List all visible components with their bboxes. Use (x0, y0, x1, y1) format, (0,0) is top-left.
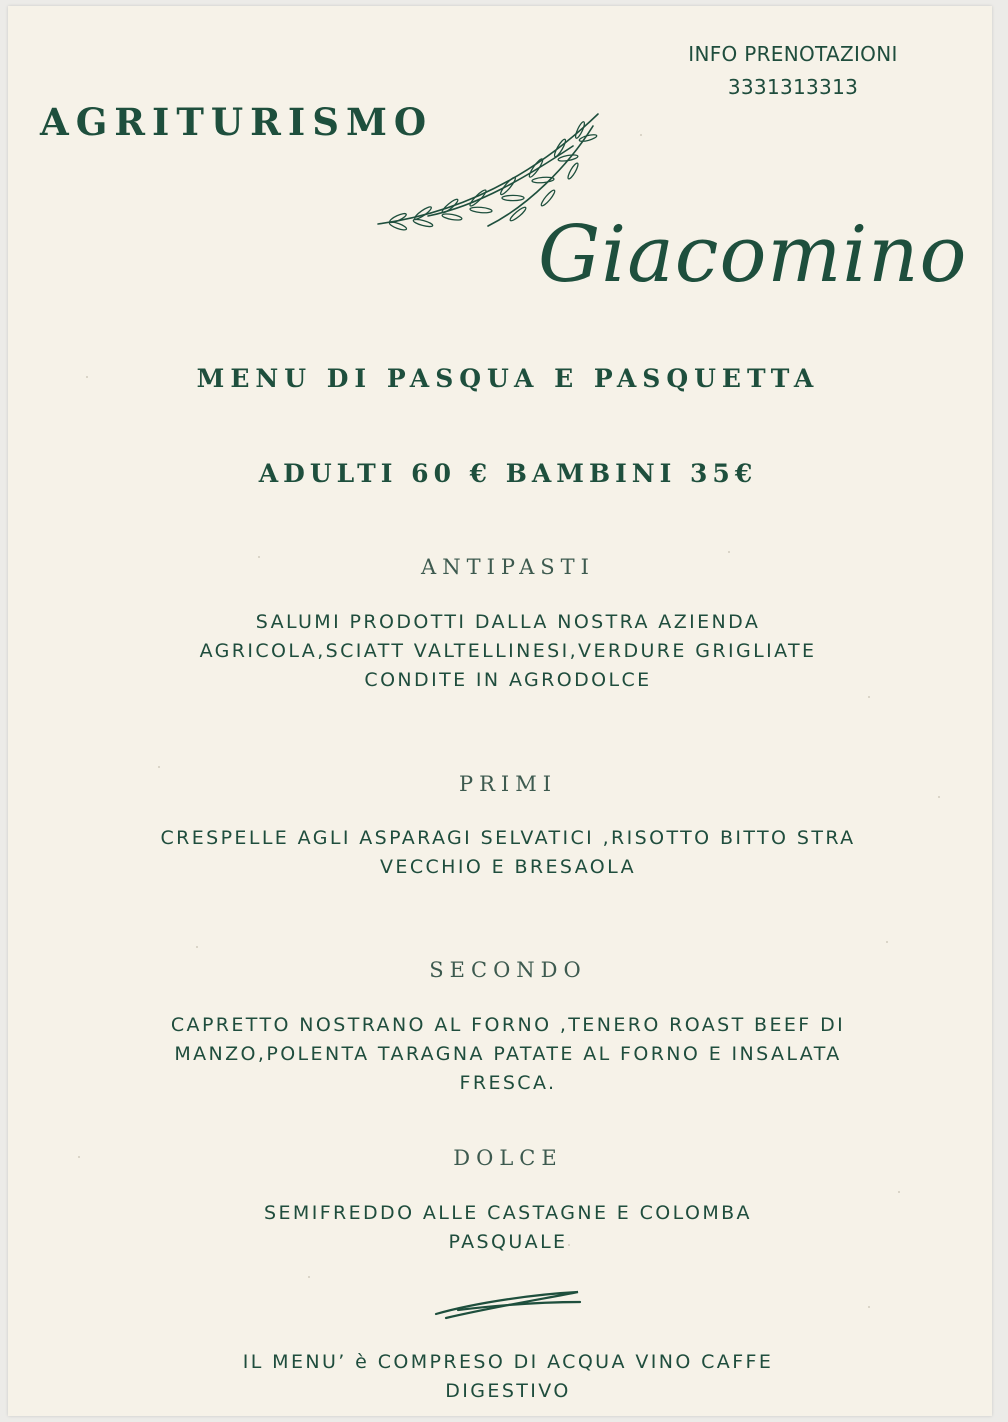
paper-speck (868, 1306, 870, 1308)
paper-speck (868, 696, 870, 698)
section-heading-dolce: DOLCE (453, 1146, 563, 1170)
booking-phone[interactable]: 3331313313 (727, 75, 859, 99)
script-name (528, 176, 968, 336)
menu-title: MENU DI PASQUA E PASQUETTA (196, 364, 820, 393)
menu-item-line: FRESCA. (459, 1072, 557, 1094)
footer-line: IL MENU’ è COMPRESO DI ACQUA VINO CAFFE (242, 1351, 774, 1373)
section-heading-secondo: SECONDO (429, 958, 587, 982)
menu-item-line: VECCHIO E BRESAOLA (380, 856, 636, 878)
footer-line: DIGESTIVO (445, 1380, 571, 1402)
paper-speck (728, 551, 730, 553)
script-name-text: Giacomino (538, 210, 968, 300)
paper-speck (158, 766, 160, 768)
footer-note (108, 1348, 908, 1406)
menu-item-line: AGRICOLA,SCIATT VALTELLINESI,VERDURE GRIGLIATE (199, 640, 817, 662)
section-heading-primi: PRIMI (458, 772, 558, 796)
section-items-primi (108, 824, 908, 882)
menu-prices: ADULTI 60 € BAMBINI 35€ (258, 459, 758, 488)
menu-item-line: SEMIFREDDO ALLE CASTAGNE E COLOMBA (264, 1202, 752, 1224)
paper-speck (640, 134, 642, 136)
menu-item-line: MANZO,POLENTA TARAGNA PATATE AL FORNO E INSALATA (174, 1043, 842, 1065)
paper-speck (938, 796, 940, 798)
brand-name: AGRITURISMO (40, 100, 434, 144)
paper-speck (898, 1191, 900, 1193)
menu-page (8, 6, 992, 1416)
paper-speck (308, 1276, 310, 1278)
menu-item-line: CRESPELLE AGLI ASPARAGI SELVATICI ,RISOTTO BITTO STRA (160, 827, 856, 849)
menu-item-line: SALUMI PRODOTTI DALLA NOSTRA AZIENDA (255, 611, 761, 633)
menu-item-line: CONDITE IN AGRODOLCE (364, 669, 652, 691)
paper-speck (886, 941, 888, 943)
section-items-secondo (108, 1011, 908, 1098)
menu-item-line: PASQUALE (448, 1231, 568, 1253)
section-items-dolce (108, 1199, 908, 1257)
paper-speck (196, 946, 198, 948)
section-items-antipasti (108, 608, 908, 695)
booking-info-label: INFO PRENOTAZIONI (688, 42, 898, 66)
flourish-line-icon (428, 1284, 588, 1328)
section-heading-antipasti: ANTIPASTI (421, 555, 595, 579)
menu-item-line: CAPRETTO NOSTRANO AL FORNO ,TENERO ROAST BEEF DI (170, 1014, 846, 1036)
booking-info (658, 38, 928, 104)
